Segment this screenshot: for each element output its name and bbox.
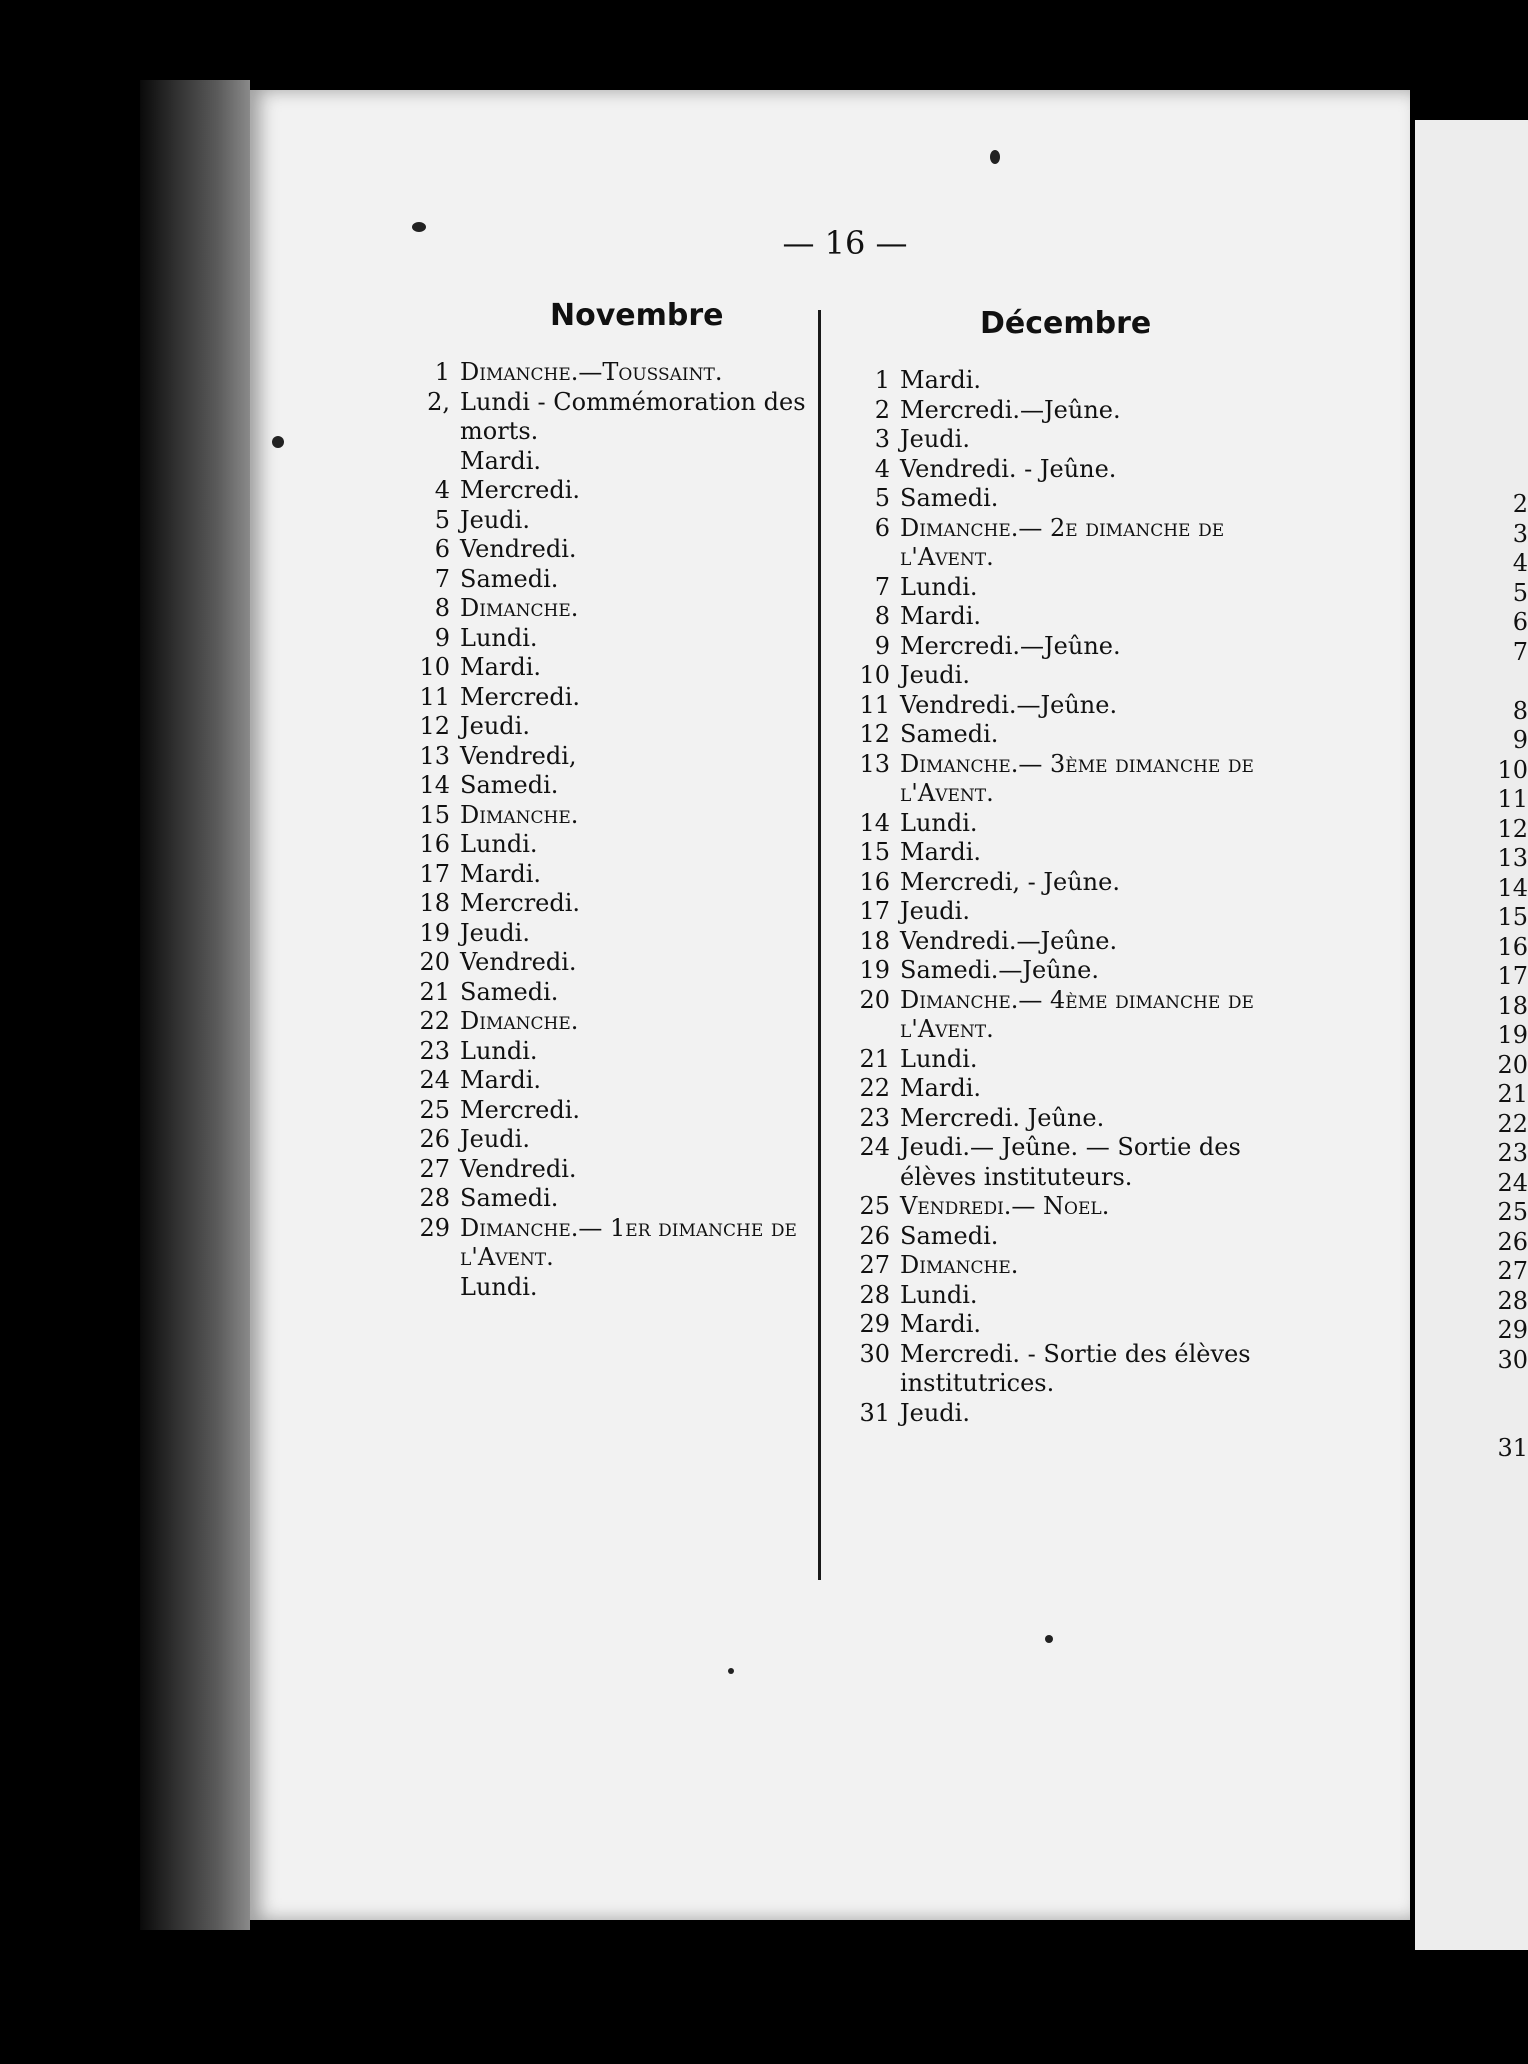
day-text: Dimanche.— 3ème dimanche de l'Avent. (900, 749, 1254, 807)
adjacent-day-number: 3 (1512, 519, 1528, 548)
day-number: 16 (859, 867, 890, 896)
adjacent-day-number: 14 (1497, 873, 1528, 902)
day-text: Lundi. (900, 808, 978, 837)
day-number: 20 (419, 948, 450, 976)
adjacent-day-number (1470, 667, 1528, 697)
day-text: Lundi. (460, 830, 538, 858)
day-text: Vendredi.— Noel. (900, 1192, 1110, 1220)
day-entry (398, 1125, 828, 1155)
day-text: Jeudi. (460, 1125, 530, 1153)
day-number: 15 (859, 838, 890, 866)
day-text: Jeudi.— Jeûne. — Sortie des élèves instituteurs. (900, 1133, 1241, 1191)
day-text: Samedi.—Jeûne. (900, 956, 1099, 984)
day-text: Lundi. (460, 1272, 538, 1301)
day-text: Jeudi. (900, 1398, 970, 1427)
ink-speck (990, 150, 1000, 164)
day-entry (398, 742, 828, 772)
day-number: 22 (859, 1074, 890, 1102)
day-number: 17 (859, 897, 890, 925)
day-text: Samedi. (900, 1221, 999, 1250)
day-number: 29 (859, 1310, 890, 1338)
day-text: Mardi. (460, 446, 542, 475)
adjacent-day-number: 8 (1512, 696, 1528, 725)
adjacent-day-number: 4 (1512, 549, 1528, 577)
day-number: 26 (859, 1221, 890, 1250)
day-number: 28 (859, 1280, 890, 1309)
day-entry (398, 1273, 828, 1303)
day-text: Dimanche.— 1er dimanche de l'Avent. (460, 1213, 797, 1271)
day-entry (398, 1066, 828, 1096)
day-entry (838, 514, 1278, 573)
day-entry (398, 683, 828, 713)
adjacent-day-number: 6 (1512, 608, 1528, 636)
day-entry (838, 1192, 1278, 1222)
day-text: Lundi. (900, 1044, 978, 1073)
adjacent-day-number: 21 (1497, 1080, 1528, 1108)
day-entry (398, 624, 828, 654)
adjacent-day-number: 20 (1497, 1050, 1528, 1079)
adjacent-day-number: 27 (1497, 1257, 1528, 1285)
adjacent-day-number: 7 (1512, 637, 1528, 666)
day-text: Samedi. (460, 564, 559, 593)
day-entry (398, 1184, 828, 1214)
day-entry (838, 425, 1278, 455)
day-entry (838, 1251, 1278, 1281)
day-number: 17 (419, 859, 450, 888)
day-text: Lundi. (900, 572, 978, 601)
day-number: 20 (859, 985, 890, 1014)
adjacent-page-day-numbers (1470, 490, 1528, 1464)
day-text: Dimanche.— 2e dimanche de l'Avent. (900, 513, 1225, 571)
day-entry (838, 1104, 1278, 1134)
day-entry (838, 455, 1278, 485)
day-number: 13 (419, 741, 450, 770)
adjacent-day-number (1470, 1405, 1528, 1435)
day-text: Mercredi. (460, 889, 581, 917)
day-entry (838, 661, 1278, 691)
day-number: 24 (859, 1133, 890, 1161)
adjacent-day-number (1470, 1375, 1528, 1405)
day-text: Vendredi. (460, 1154, 577, 1183)
day-text: Samedi. (460, 1184, 559, 1212)
day-entry (838, 838, 1278, 868)
day-number: 12 (419, 712, 450, 740)
day-number: 27 (859, 1251, 890, 1279)
day-entry (838, 396, 1278, 426)
day-entry (398, 830, 828, 860)
day-text: Vendredi, (460, 741, 577, 770)
day-text: Jeudi. (460, 712, 530, 740)
day-entry (398, 948, 828, 978)
adjacent-day-number: 25 (1497, 1198, 1528, 1226)
adjacent-day-number: 11 (1497, 785, 1528, 813)
day-text: Jeudi. (900, 425, 970, 453)
day-entry (398, 978, 828, 1008)
adjacent-day-number: 28 (1497, 1286, 1528, 1315)
day-text: Mardi. (460, 859, 542, 888)
page-number: — 16 — (782, 224, 908, 262)
day-text: Jeudi. (460, 505, 530, 534)
day-text: Mercredi. (460, 476, 581, 504)
day-entry (838, 897, 1278, 927)
day-entry (398, 1214, 828, 1273)
day-text: Lundi. (460, 623, 538, 652)
day-number: 26 (419, 1125, 450, 1153)
day-text: Dimanche. (460, 1007, 579, 1035)
day-entry (838, 573, 1278, 603)
day-text: Mercredi. - Sortie des élèves institutrices. (900, 1339, 1251, 1397)
day-entry (838, 632, 1278, 662)
day-entry (398, 712, 828, 742)
day-number: 6 (874, 513, 890, 542)
day-number: 1 (434, 358, 450, 386)
day-text: Mardi. (460, 653, 542, 681)
day-number: 19 (859, 956, 890, 984)
day-entry (838, 956, 1278, 986)
day-entry (838, 1222, 1278, 1252)
adjacent-day-number: 23 (1497, 1139, 1528, 1167)
day-entry (398, 388, 828, 447)
adjacent-day-number: 13 (1497, 844, 1528, 872)
day-text: Samedi. (460, 771, 559, 799)
day-text: Mardi. (900, 366, 982, 394)
day-number: 21 (859, 1044, 890, 1073)
day-number: 2 (874, 395, 890, 424)
day-entry (398, 889, 828, 919)
day-text: Samedi. (900, 720, 999, 748)
day-entry (398, 476, 828, 506)
december-day-list (838, 366, 1278, 1428)
adjacent-day-number: 5 (1512, 578, 1528, 607)
day-entry (398, 1007, 828, 1037)
day-number: 7 (434, 564, 450, 593)
day-number: 8 (434, 594, 450, 622)
adjacent-day-number: 9 (1512, 726, 1528, 754)
day-entry (398, 801, 828, 831)
day-text: Vendredi. - Jeûne. (900, 454, 1117, 483)
adjacent-day-number: 15 (1497, 903, 1528, 931)
day-text: Mercredi.—Jeûne. (900, 631, 1121, 660)
day-number: 18 (419, 889, 450, 917)
november-day-list (398, 358, 828, 1302)
day-text: Lundi - Commémoration des morts. (460, 387, 806, 445)
day-entry (838, 809, 1278, 839)
day-text: Dimanche. (460, 800, 579, 829)
day-entry (398, 1096, 828, 1126)
day-number: 5 (434, 505, 450, 534)
day-entry (838, 1310, 1278, 1340)
day-entry (398, 447, 828, 477)
day-entry (838, 986, 1278, 1045)
day-text: Mercredi. (460, 682, 581, 711)
day-entry (398, 506, 828, 536)
day-entry (838, 366, 1278, 396)
day-text: Vendredi.—Jeûne. (900, 690, 1118, 719)
day-entry (398, 1037, 828, 1067)
day-number: 4 (874, 454, 890, 483)
ink-speck (1045, 1635, 1053, 1643)
adjacent-day-number: 17 (1497, 962, 1528, 990)
day-entry (398, 1155, 828, 1185)
day-number: 4 (434, 476, 450, 504)
day-number: 11 (419, 682, 450, 711)
day-number: 13 (859, 749, 890, 778)
day-text: Dimanche.— 4ème dimanche de l'Avent. (900, 985, 1254, 1043)
adjacent-day-number: 31 (1497, 1434, 1528, 1462)
ink-speck (272, 436, 284, 448)
day-entry (398, 919, 828, 949)
day-text: Mardi. (900, 1310, 982, 1338)
day-entry (838, 1074, 1278, 1104)
adjacent-day-number: 12 (1497, 814, 1528, 843)
day-number: 24 (419, 1066, 450, 1094)
day-entry (838, 1340, 1278, 1399)
day-entry (838, 750, 1278, 809)
day-number: 9 (434, 623, 450, 652)
day-text: Samedi. (900, 484, 999, 512)
book-spine (140, 80, 250, 1930)
day-number: 6 (434, 535, 450, 563)
day-entry (838, 602, 1278, 632)
day-number: 11 (859, 690, 890, 719)
adjacent-day-number: 29 (1497, 1316, 1528, 1344)
day-number: 25 (859, 1192, 890, 1220)
day-number: 28 (419, 1184, 450, 1212)
day-text: Mercredi. (460, 1095, 581, 1124)
day-entry (838, 1133, 1278, 1192)
day-text: Jeudi. (900, 661, 970, 689)
day-text: Mardi. (900, 1074, 982, 1102)
day-entry (838, 927, 1278, 957)
ink-speck (412, 222, 426, 232)
day-text: Vendredi.—Jeûne. (900, 926, 1118, 955)
day-number: 7 (874, 572, 890, 601)
day-number: 21 (419, 977, 450, 1006)
day-number: 19 (419, 918, 450, 947)
day-entry (838, 1281, 1278, 1311)
adjacent-day-number: 19 (1497, 1021, 1528, 1049)
day-entry (398, 653, 828, 683)
day-number: 23 (419, 1036, 450, 1065)
day-number: 27 (419, 1154, 450, 1183)
day-number: 25 (419, 1095, 450, 1124)
day-entry (398, 860, 828, 890)
day-number: 5 (874, 484, 890, 512)
day-entry (398, 358, 828, 388)
day-text: Mardi. (900, 602, 982, 630)
adjacent-day-number: 22 (1497, 1109, 1528, 1138)
day-number: 16 (419, 830, 450, 858)
day-entry (398, 771, 828, 801)
december-heading: Décembre (980, 306, 1152, 341)
adjacent-day-number: 16 (1497, 932, 1528, 961)
day-text: Dimanche. (900, 1251, 1019, 1279)
day-number: 1 (874, 366, 890, 394)
day-text: Vendredi. (460, 535, 577, 563)
day-number: 30 (859, 1339, 890, 1368)
adjacent-day-number: 18 (1497, 991, 1528, 1020)
day-number: 18 (859, 926, 890, 955)
day-text: Mercredi. Jeûne. (900, 1103, 1105, 1132)
day-text: Lundi. (460, 1036, 538, 1065)
day-entry (838, 1399, 1278, 1429)
adjacent-day-number: 26 (1497, 1227, 1528, 1256)
adjacent-day-number: 30 (1497, 1345, 1528, 1374)
day-entry (838, 868, 1278, 898)
day-number: 12 (859, 720, 890, 748)
day-text: Mercredi.—Jeûne. (900, 395, 1121, 424)
day-text: Dimanche. (460, 594, 579, 622)
day-number: 8 (874, 602, 890, 630)
day-text: Mardi. (900, 838, 982, 866)
day-number: 9 (874, 631, 890, 660)
day-number: 10 (419, 653, 450, 681)
day-entry (398, 565, 828, 595)
day-entry (398, 535, 828, 565)
day-number: 3 (874, 425, 890, 453)
day-entry (838, 1045, 1278, 1075)
day-entry (838, 484, 1278, 514)
day-number: 10 (859, 661, 890, 689)
day-text: Dimanche.—Toussaint. (460, 358, 723, 386)
adjacent-day-number: 2 (1512, 490, 1528, 518)
november-heading: Novembre (550, 298, 724, 333)
day-text: Lundi. (900, 1280, 978, 1309)
day-number: 31 (859, 1398, 890, 1427)
day-number: 14 (859, 808, 890, 837)
adjacent-day-number: 10 (1497, 755, 1528, 784)
day-text: Samedi. (460, 977, 559, 1006)
day-number: 15 (419, 800, 450, 829)
day-text: Mardi. (460, 1066, 542, 1094)
day-number: 14 (419, 771, 450, 799)
day-number: 2, (427, 387, 450, 416)
day-number: 23 (859, 1103, 890, 1132)
day-text: Jeudi. (900, 897, 970, 925)
ink-speck (728, 1668, 734, 1674)
adjacent-day-number: 24 (1497, 1168, 1528, 1197)
day-text: Mercredi, - Jeûne. (900, 867, 1120, 896)
day-text: Vendredi. (460, 948, 577, 976)
day-text: Jeudi. (460, 918, 530, 947)
day-number: 29 (419, 1213, 450, 1242)
day-entry (838, 691, 1278, 721)
day-entry (838, 720, 1278, 750)
day-entry (398, 594, 828, 624)
day-number: 22 (419, 1007, 450, 1035)
